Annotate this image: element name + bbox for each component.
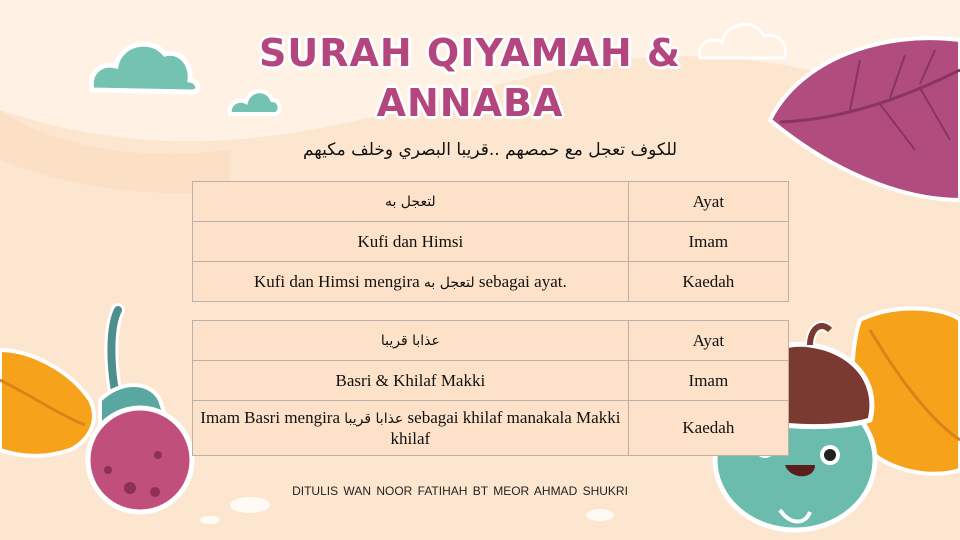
table-row xyxy=(193,262,789,302)
ayat-label: Ayat xyxy=(628,321,788,361)
table-qiyamah xyxy=(192,181,789,302)
table-row xyxy=(193,222,789,262)
imam-label: Imam xyxy=(628,361,788,401)
kaedah-label: Kaedah xyxy=(628,401,788,456)
kaedah-arabic: لتعجل به xyxy=(423,274,475,291)
kaedah-text-pre: Kufi dan Himsi mengira xyxy=(253,271,420,291)
imam-value: Basri & Khilaf Makki xyxy=(193,361,629,401)
table-annaba xyxy=(192,320,789,456)
imam-label: Imam xyxy=(628,222,788,262)
slide-title-line1: SURAH QIYAMAH & xyxy=(258,31,682,75)
kaedah-label: Kaedah xyxy=(628,262,788,302)
kaedah-text-pre: Imam Basri mengira xyxy=(200,407,341,427)
slide-title-line2: ANNABA xyxy=(376,81,564,125)
author-credit: DITULIS WAN NOOR FATIHAH BT MEOR AHMAD SHUKRI xyxy=(292,484,628,498)
table-row xyxy=(193,321,789,361)
ayat-label: Ayat xyxy=(628,182,788,222)
table-row xyxy=(193,401,789,456)
slide-title xyxy=(190,28,750,128)
table-row xyxy=(193,361,789,401)
kaedah-text-post: sebagai ayat. xyxy=(478,271,567,291)
imam-value: Kufi dan Himsi xyxy=(193,222,629,262)
ayat-value: عذابا قريبا xyxy=(193,321,629,361)
kaedah-text-post: sebagai khilaf manakala Makki khilaf xyxy=(390,407,621,448)
kaedah-value xyxy=(193,262,629,302)
table-row xyxy=(193,182,789,222)
kaedah-arabic: عذابا قريبا xyxy=(344,410,404,427)
kaedah-value xyxy=(193,401,629,456)
arabic-subtitle: للكوف تعجل مع حمصهم ..قريبا البصري وخلف مكيهم xyxy=(302,140,678,160)
ayat-value: لتعجل به xyxy=(193,182,629,222)
